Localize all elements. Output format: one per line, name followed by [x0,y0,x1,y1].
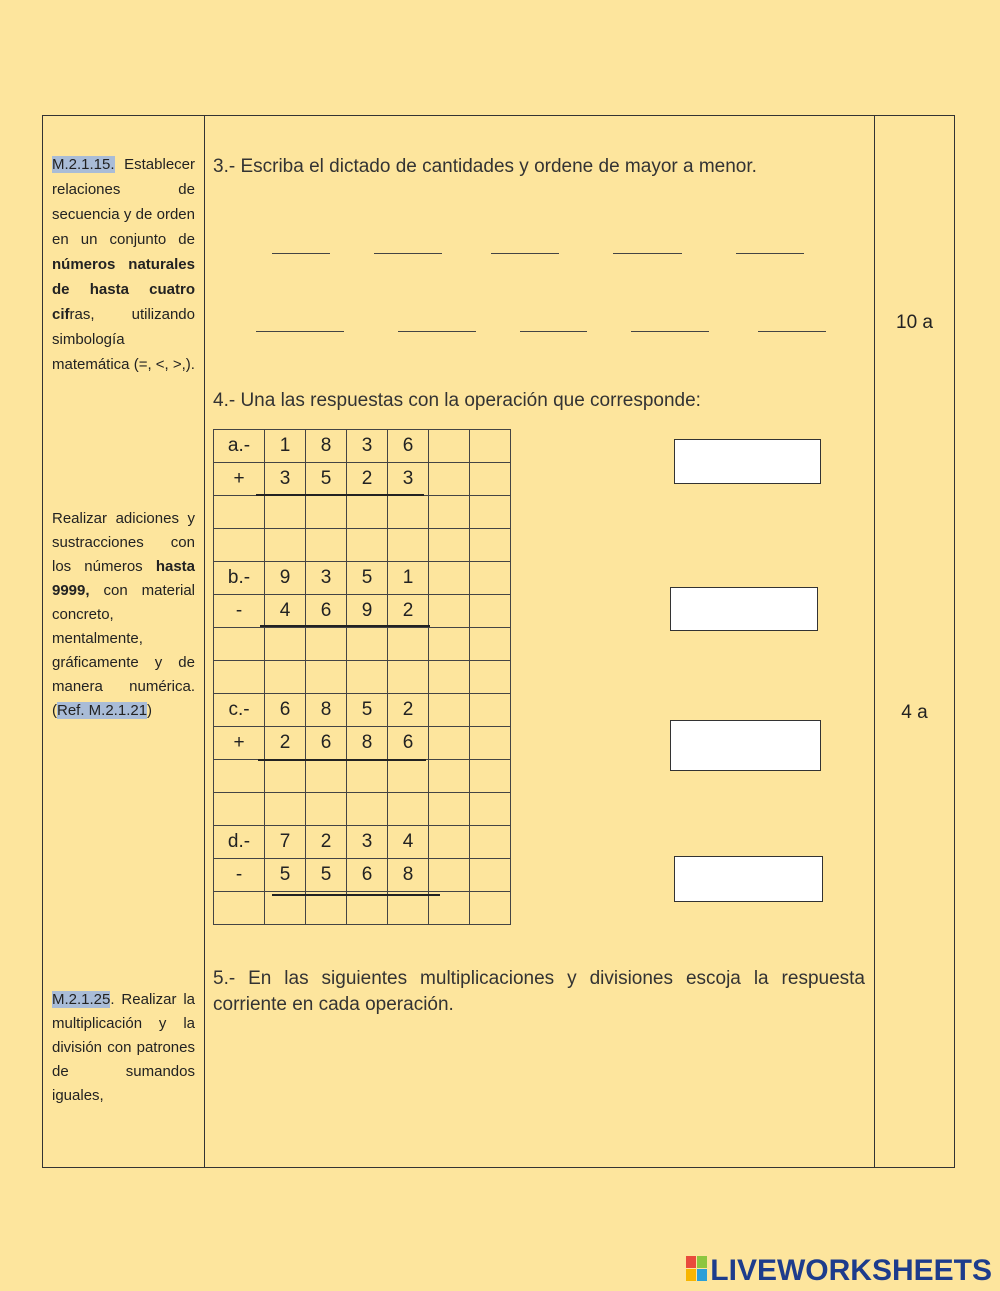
digit-cell: 4 [388,826,429,859]
digit-cell: 6 [388,430,429,463]
digit-cell: 9 [347,595,388,628]
question-3: 3.- Escriba el dictado de cantidades y ordene de mayor a menor. [213,156,757,177]
objective-code: M.2.1.25 [52,991,111,1008]
digit-cell: 1 [388,562,429,595]
digit-cell: 2 [388,694,429,727]
op-label: b.- [214,562,265,595]
digit-cell: 8 [388,859,429,892]
digit-cell: 4 [265,595,306,628]
score-q3: 10 a [896,312,933,333]
sum-underline [258,759,426,761]
digit-cell: 8 [306,694,347,727]
digit-cell: 3 [388,463,429,496]
digit-cell: 1 [265,430,306,463]
objective-ref: Ref. M.2.1.21 [57,702,148,719]
op-label: d.- [214,826,265,859]
column-divider-right [874,115,875,1168]
op-sign: - [214,859,265,892]
op-label: a.- [214,430,265,463]
order-blank[interactable] [256,331,344,332]
column-divider-left [204,115,205,1168]
answer-box[interactable] [670,587,818,631]
digit-cell: 3 [265,463,306,496]
dictation-blank[interactable] [272,253,330,254]
digit-cell: 5 [347,694,388,727]
dictation-blank[interactable] [491,253,559,254]
digit-cell: 2 [306,826,347,859]
objective-code: M.2.1.15. [52,156,115,173]
op-sign: + [214,727,265,760]
grid-row [214,595,511,628]
digit-cell: 5 [347,562,388,595]
digit-cell: 5 [265,859,306,892]
order-blank[interactable] [758,331,826,332]
grid-row [214,430,511,463]
dictation-blank[interactable] [374,253,442,254]
digit-cell: 6 [388,727,429,760]
digit-cell: 6 [306,727,347,760]
sum-underline [256,494,424,496]
objective-m2125: M.2.1.25. Realizar la multiplicación y la división con patrones de sumandos iguales, [52,991,195,1104]
digit-cell: 3 [306,562,347,595]
grid-row [214,859,511,892]
grid-row [214,826,511,859]
liveworksheets-logo [686,1254,992,1288]
answer-box[interactable] [674,856,823,902]
grid-row [214,694,511,727]
digit-cell: 2 [347,463,388,496]
digit-cell: 8 [347,727,388,760]
op-sign: - [214,595,265,628]
digit-cell: 7 [265,826,306,859]
question-4: 4.- Una las respuestas con la operación que corresponde: [213,390,701,411]
sum-underline [260,625,430,627]
digit-cell: 3 [347,826,388,859]
order-blank[interactable] [631,331,709,332]
digit-cell: 5 [306,463,347,496]
digit-cell: 5 [306,859,347,892]
digit-cell: 9 [265,562,306,595]
order-blank[interactable] [520,331,587,332]
dictation-blank[interactable] [736,253,804,254]
objective-addition-subtraction: Realizar adiciones y sustracciones con los números hasta 9999, con material concreto, mentalmente, gráficamente y de manera numérica. (Ref. M.2.1.21) [52,510,196,719]
score-q4: 4 a [901,702,928,723]
dictation-blank[interactable] [613,253,682,254]
grid-row [214,562,511,595]
digit-cell: 3 [347,430,388,463]
objective-m2115: M.2.1.15. Establecer relaciones de secuencia y de orden en un conjunto de números naturales de hasta cuatro cifras, utilizando simbología matemática (=, <, >,). [52,156,195,373]
digit-cell: 2 [265,727,306,760]
answer-box[interactable] [674,439,821,484]
digit-cell: 2 [388,595,429,628]
digit-cell: 6 [306,595,347,628]
grid-row [214,727,511,760]
order-blank[interactable] [398,331,476,332]
grid-row [214,463,511,496]
op-sign: + [214,463,265,496]
op-label: c.- [214,694,265,727]
sum-underline [272,894,440,896]
operations-grid [213,429,511,925]
logo-text: LIVEWORKSHEETS [710,1254,992,1287]
digit-cell: 8 [306,430,347,463]
digit-cell: 6 [265,694,306,727]
digit-cell: 6 [347,859,388,892]
answer-box[interactable] [670,720,821,771]
question-5: 5.- En las siguientes multiplicaciones y divisiones escoja la respuesta corriente en cada operación. [213,968,865,1015]
logo-blocks-icon [686,1256,708,1282]
